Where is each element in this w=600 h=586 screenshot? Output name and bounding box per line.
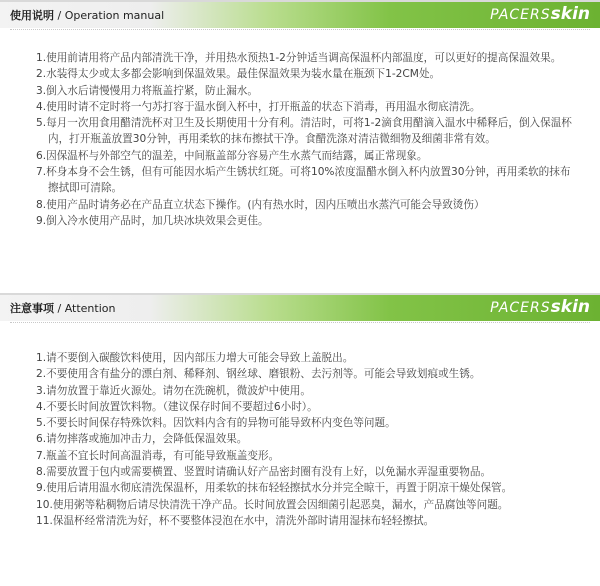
dotted-divider	[10, 28, 590, 30]
list-item: 2.水装得太少或太多都会影响到保温效果。最佳保温效果为装水量在瓶颈下1-2CM处。	[36, 68, 441, 81]
list-item: 11.保温杯经常清洗为好，杯不要整体浸泡在水中，清洗外部时请用湿抹布轻轻擦拭。	[36, 514, 435, 527]
section-title-separator: /	[54, 302, 65, 315]
list-item: 4.使用时请不定时将一勺苏打容于温水倒入杯中，打开瓶盖的状态下消毒，再用温水彻底清洗。	[36, 100, 481, 113]
list-item: 9.倒入冷水使用产品时，加几块冰块效果会更佳。	[36, 214, 269, 227]
brand-logo-text: PACERS	[490, 300, 551, 316]
list-item: 2.不要使用含有盐分的漂白剂、稀释剂、钢丝球、磨银粉、去污剂等。可能会导致划痕或生锈。	[36, 368, 481, 381]
list-item: 9.使用后请用温水彻底清洗保温杯，用柔软的抹布轻轻擦拭水分并完全晾干，再置于阴凉干燥处保管。	[36, 482, 513, 495]
list-item: 7.杯身本身不会生锈，但有可能因水垢产生锈状红斑。可将10%浓度温醋水倒入杯内放置30分钟，再用柔软的抹布擦拭即可清除。	[36, 166, 571, 195]
list-item: 7.瓶盖不宜长时间高温消毒，有可能导致瓶盖变形。	[36, 449, 280, 462]
list-item: 6.因保温杯与外部空气的温差，中间瓶盖部分容易产生水蒸气而结露，属正常现象。	[36, 149, 428, 162]
list-item: 1.使用前请用将产品内部清洗干净，并用热水预热1-2分钟适当调高保温杯内部温度，可以更好的提高保温效果。	[36, 52, 562, 64]
list-item: 8.使用产品时请务必在产品直立状态下操作。(内有热水时，因内压喷出水蒸汽可能会导致烫伤）	[36, 198, 485, 211]
instruction-list	[36, 50, 576, 229]
list-item: 8.需要放置于包内或需要横置、竖置时请确认好产品密封圈有没有上好，以免漏水弄湿重要物品。	[36, 466, 492, 479]
list-item: 1.请不要倒入碳酸饮料使用，因内部压力增大可能会导致上盖脱出。	[36, 352, 354, 364]
list-item: 6.请勿摔落或施加冲击力，会降低保温效果。	[36, 433, 248, 446]
list-item: 5.不要长时间保存特殊饮料。因饮料内含有的异物可能导致杯内变色等问题。	[36, 417, 396, 430]
section-title-cn: 注意事项	[10, 302, 54, 315]
list-item: 5.每月一次用食用醋清洗杯对卫生及长期使用十分有利。清洁时，可将1-2滴食用醋滴入温水中稀释后，倒入保温杯内，打开瓶盖放置30分钟，再用柔软的抹布擦拭干净。食醋洗涤对清洁微细物及细菌非常有效。	[36, 117, 572, 146]
section-title-cn: 使用说明	[10, 9, 54, 22]
attention-list	[36, 350, 576, 529]
list-item: 4.不要长时间放置饮料物。（建议保存时间不要超过6小时）。	[36, 400, 318, 413]
section-title	[10, 7, 164, 23]
section-header	[0, 293, 600, 321]
list-item: 3.请勿放置于靠近火源处。请勿在洗碗机，微波炉中使用。	[36, 384, 311, 397]
section-title	[10, 300, 115, 316]
section-title-separator: /	[54, 9, 65, 22]
section-header	[0, 0, 600, 28]
list-item: 10.使用粥等粘稠物后请尽快清洗干净产品。长时间放置会因细菌引起恶臭，漏水，产品腐蚀等问题。	[36, 498, 509, 511]
brand-logo-skin: skin	[550, 4, 590, 24]
dotted-divider	[10, 321, 590, 323]
brand-logo-skin: skin	[550, 297, 590, 317]
section-title-en: Operation manual	[64, 9, 165, 22]
brand-logo	[490, 297, 590, 319]
brand-logo	[490, 4, 590, 26]
section-title-en: Attention	[64, 302, 116, 315]
list-item: 3.倒入水后请慢慢用力将瓶盖拧紧，防止漏水。	[36, 84, 258, 97]
attention-section	[0, 293, 600, 586]
brand-logo-text: PACERS	[490, 7, 551, 23]
